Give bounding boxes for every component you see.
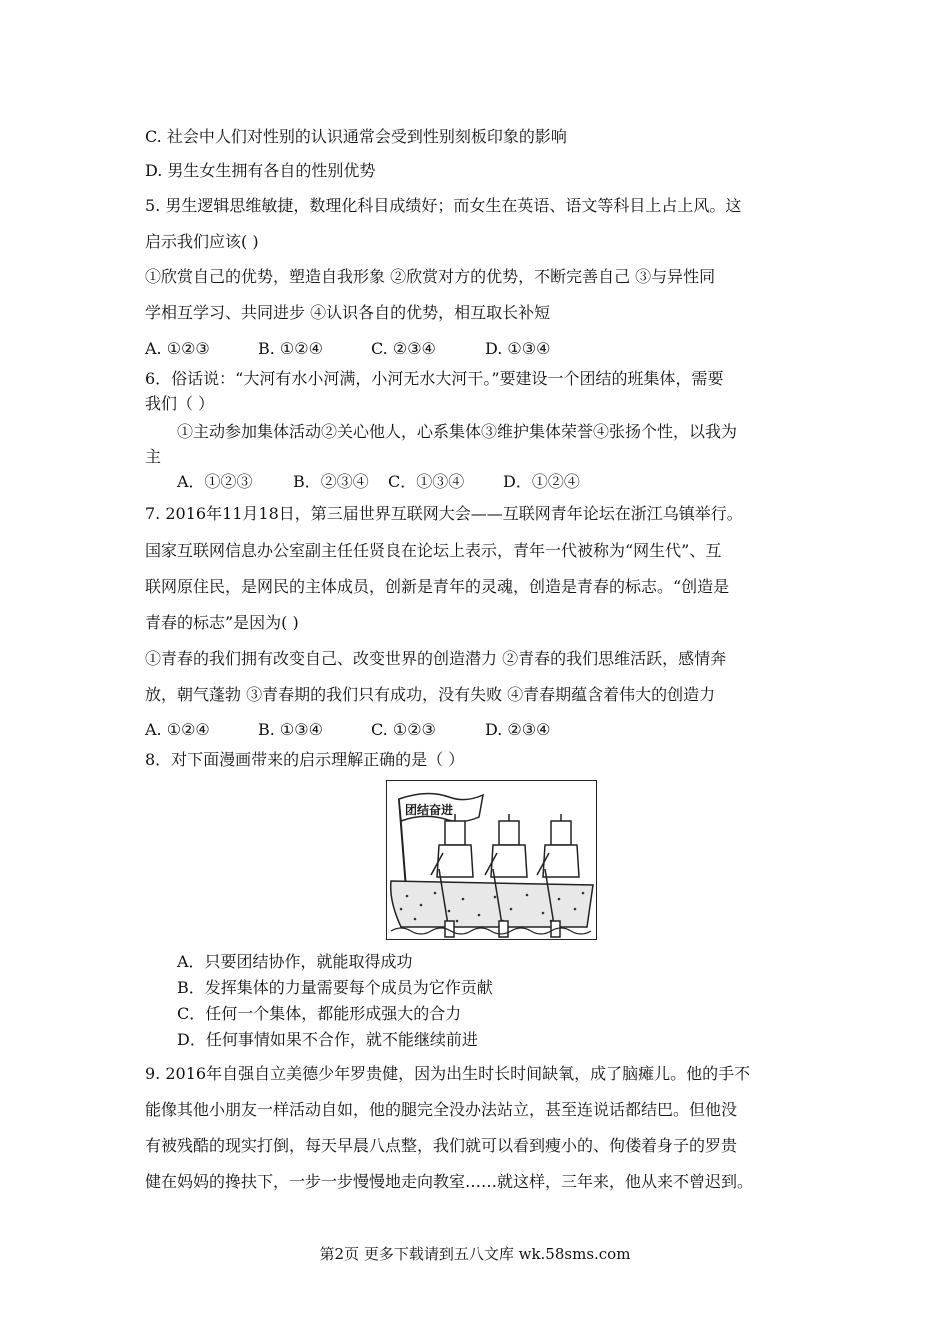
q5-stem-line1: 5. 男生逻辑思维敏捷，数理化科目成绩好；而女生在英语、语文等科目上占上风。这	[145, 196, 742, 215]
q5-stem-line2: 启示我们应该( )	[145, 232, 259, 251]
q4-option-d: D. 男生女生拥有各自的性别优势	[145, 161, 376, 180]
q5-option-c: C. ②③④	[371, 339, 436, 358]
q8-option-a: A．只要团结协作，就能取得成功	[177, 952, 413, 971]
page-footer: 第2页 更多下载请到五八文库 wk.58sms.com	[319, 1245, 631, 1263]
q6-stem-line1: 6．俗话说：“大河有水小河满，小河无水大河干。”要建设一个团结的班集体，需要	[145, 369, 724, 388]
q6-statements-line2: 主	[145, 447, 162, 466]
rowing-cartoon-drawing	[387, 781, 595, 938]
q5-statements-line1: ①欣赏自己的优势，塑造自我形象 ②欣赏对方的优势，不断完善自己 ③与异性同	[145, 267, 716, 286]
q9-line1: 9. 2016年自强自立美德少年罗贵健，因为出生时长时间缺氧，成了脑瘫儿。他的手不	[145, 1064, 751, 1083]
q6-statements-line1: ①主动参加集体活动②关心他人，心系集体③维护集体荣誉④张扬个性，以我为	[177, 422, 738, 441]
q9-line2: 能像其他小朋友一样活动自如，他的腿完全没办法站立，甚至连说话都结巴。但他没	[145, 1100, 738, 1119]
q7-statements-line1: ①青春的我们拥有改变自己、改变世界的创造潜力 ②青春的我们思维活跃，感情奔	[145, 649, 727, 668]
q5-option-a: A. ①②③	[145, 339, 210, 358]
q7-option-c: C. ①②③	[371, 720, 436, 739]
q7-option-a: A. ①②④	[145, 720, 210, 739]
q7-stem-line4: 青春的标志”是因为( )	[145, 613, 299, 632]
q5-option-b: B. ①②④	[258, 339, 323, 358]
q9-line4: 健在妈妈的搀扶下，一步一步慢慢地走向教室……就这样，三年来，他从来不曾迟到。	[145, 1172, 754, 1191]
q7-statements-line2: 放，朝气蓬勃 ③青春期的我们只有成功，没有失败 ④青春期蕴含着伟大的创造力	[145, 685, 716, 704]
q7-stem-line3: 联网原住民，是网民的主体成员，创新是青年的灵魂，创造是青春的标志。“创造是	[145, 577, 730, 596]
flag-text: 团结奋进	[405, 803, 454, 817]
q4-option-c: C. 社会中人们对性别的认识通常会受到性别刻板印象的影响	[145, 127, 567, 146]
q8-option-c: C．任何一个集体，都能形成强大的合力	[177, 1004, 462, 1023]
q7-stem-line1: 7. 2016年11月18日，第三届世界互联网大会——互联网青年论坛在浙江乌镇举行。	[145, 504, 743, 523]
rowing-cartoon	[386, 780, 597, 940]
q5-statements-line2: 学相互学习、共同进步 ④认识各自的优势，相互取长补短	[145, 303, 551, 322]
q8-option-d: D．任何事情如果不合作，就不能继续前进	[177, 1030, 478, 1049]
q6-option-c: C．①③④	[388, 472, 465, 491]
q6-option-b: B．②③④	[293, 472, 369, 491]
q8-option-b: B．发挥集体的力量需要每个成员为它作贡献	[177, 978, 493, 997]
q6-option-d: D．①②④	[503, 472, 580, 491]
q7-option-b: B. ①③④	[258, 720, 323, 739]
q5-option-d: D. ①③④	[485, 339, 551, 358]
q9-line3: 有被残酷的现实打倒，每天早晨八点整，我们就可以看到瘦小的、佝偻着身子的罗贵	[145, 1136, 738, 1155]
q8-stem: 8．对下面漫画带来的启示理解正确的是（ ）	[145, 750, 465, 769]
q6-stem-line2: 我们（ ）	[145, 394, 215, 413]
q6-option-a: A．①②③	[177, 472, 253, 491]
q7-option-d: D. ②③④	[485, 720, 551, 739]
q7-stem-line2: 国家互联网信息办公室副主任任贤良在论坛上表示，青年一代被称为“网生代”、互	[145, 541, 722, 560]
